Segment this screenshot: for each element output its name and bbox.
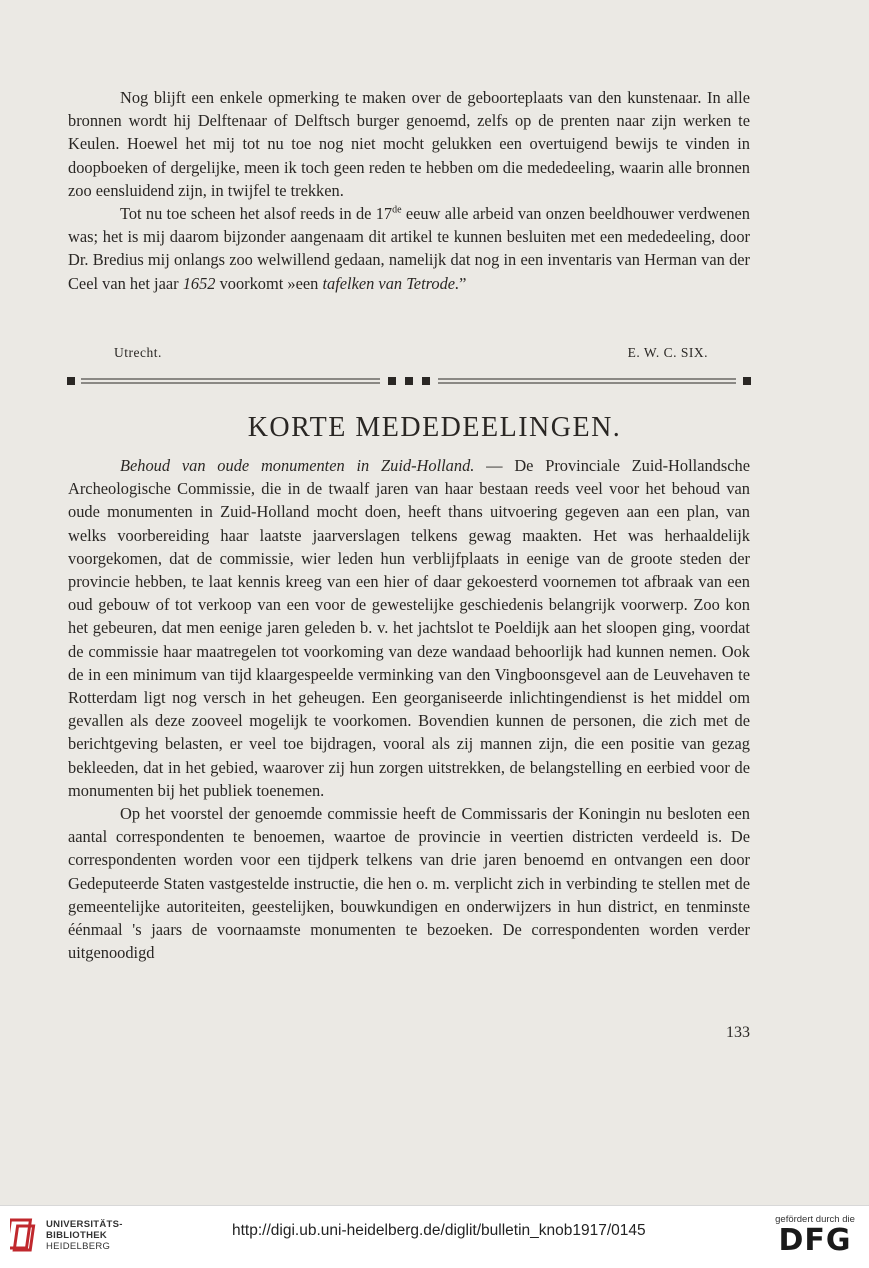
signature-author: E. W. C. SIX. [627,345,708,360]
logo-line-2: BIBLIOTHEK [46,1229,108,1241]
library-logo[interactable] [10,1216,123,1254]
section-heading: KORTE MEDEDEELINGEN. [247,412,622,443]
paragraph-correspondents: Op het voorstel der genoemde commissie heeft de Commissaris der Koningin nu besloten een aantal correspondenten te benoemen, waartoe de provincie in veertien districten verdeeld is. De correspondenten worden voor een tijdperk telkens van drie jaren benoemd en ontvangen een door Gedeputeerde Staten vastgestelde instructie, die hen o. m. verplicht zich in verbinding te stellen met de gemeentelijke autoriteiten, geestelijken, bouwkundigen en onderwijzers in hun district, en tenminste éénmaal 's jaars de voornaamste monumenten te bezoeken. De correspondenten worden verder uitgenoodigd [68,804,750,963]
logo-line-3: HEIDELBERG [46,1240,111,1252]
dfg-wordmark: DFG [778,1223,852,1258]
paragraph-birthplace: Nog blijft een enkele opmerking te maken over de geboorteplaats van den kunstenaar. In alle bronnen wordt hij Delftenaar of Delftsch burger genoemd, zelfs op de prenten naar zijn werken te Keulen. Hoewel het mij tot nu toe nog niet mocht gelukken een overtuigend bewijs te vinden in doopboeken of dergelijke, meen ik toch geen reden te hebben om die mededeeling, waarin alle bronnen zoo eensluidend zijn, in twijfel te trekken. [68,88,750,200]
signature-place: Utrecht. [114,345,162,360]
viewer-footer [0,1205,869,1268]
dfg-caption: gefördert durch die [775,1214,855,1225]
article-conclusion [68,86,750,295]
section-body [68,454,750,964]
logo-line-1: UNIVERSITÄTS- [46,1218,123,1230]
permalink-url[interactable]: http://digi.ub.uni-heidelberg.de/diglit/bulletin_knob1917/0145 [232,1222,646,1239]
library-emblem-icon [10,1216,40,1254]
page-number: 133 [726,1024,750,1041]
dfg-logo[interactable] [770,1214,860,1257]
ornamental-divider [67,374,751,388]
paragraph-monuments: Behoud van oude monumenten in Zuid-Holland. — De Provinciale Zuid-Hollandsche Archeologische Commissie, die in de twaalf jaren van haar bestaan reeds veel voor het behoud van oude monumenten in Zuid-Holland mocht doen, heeft thans uitvoering gegeven aan een plan, van welks voorbereiding haar laatste jaarverslagen telkens gewag maakten. Het was herhaaldelijk voorgekomen, dat de commissie, wier leden hun verblijfplaats in eenige van de groote steden der provincie hebben, te laat kennis kreeg van een hier of daar gekoesterd voornemen tot afbraak van een oud gebouw of tot verkoop van een voor de gewestelijke geschiedenis belangrijk voorwerp. Zoo kon het gebeuren, dat men eenige jaren geleden b. v. het jachtslot te Poeldijk aan het sloopen ging, voordat de commissie haar maatregelen tot voorkoming van deze wandaad behoorlijk had kunnen nemen. Ook de in een minimum van tijd klaargespeelde verminking van den Vingboonsgevel aan de Leuvehaven te Rotterdam ligt nog versch in het geheugen. Een georganiseerde inlichtingendienst is het middel om gevallen als deze zooveel mogelijk te voorkomen. Bovendien kunnen de personen, die zich met de berichtgeving belasten, er veel toe bijdragen, vooral als zij mannen zijn, die een positie van gezag bekleeden, dat in het gebied, waarover zij hun zorgen uitstrekken, de belangstelling en eerbied voor de monumenten bij het publiek toenemen. [68,456,750,800]
signature-line [114,345,708,361]
paragraph-inventory: Tot nu toe scheen het alsof reeds in de 17de eeuw alle arbeid van onzen beeldhouwer verdwenen was; het is mij daarom bijzonder aangenaam dit artikel te kunnen besluiten met een mededeeling, door Dr. Bredius mij onlangs zoo welwillend gedaan, namelijk dat nog in een inventaris van Herman van der Ceel van het jaar 1652 voorkomt »een tafelken van Tetrode.” [68,204,750,293]
